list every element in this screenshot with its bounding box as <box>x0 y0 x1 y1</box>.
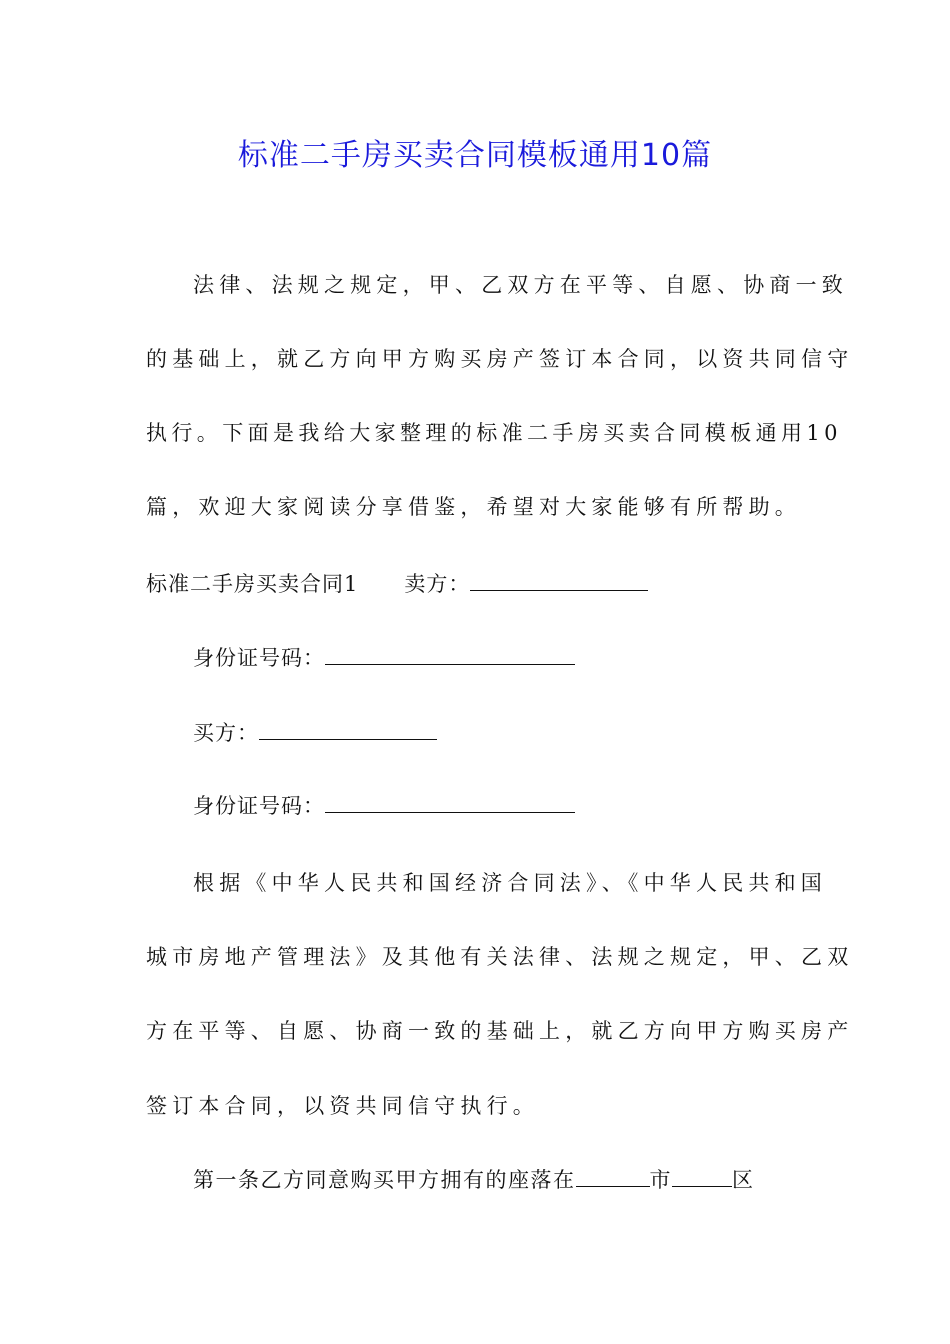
buyer-blank <box>259 719 437 740</box>
buyer-row <box>193 718 863 748</box>
seller-id-blank <box>325 644 575 665</box>
article-1-district: 区 <box>732 1168 755 1192</box>
article-1-city: 市 <box>649 1168 672 1192</box>
basis-line-1: 根据《中华人民共和国经济合同法》、《中华人民共和国 <box>193 871 827 895</box>
intro-line-3: 执行。下面是我给大家整理的标准二手房买卖合同模板通用10 <box>146 421 842 445</box>
buyer-id-blank <box>325 792 575 813</box>
intro-line-4: 篇，欢迎大家阅读分享借鉴，希望对大家能够有所帮助。 <box>146 495 801 519</box>
article-1-row <box>193 1165 863 1195</box>
buyer-label: 买方： <box>193 721 259 745</box>
contract-heading-row <box>146 569 816 599</box>
buyer-id-row <box>193 791 863 821</box>
seller-id-label: 身份证号码： <box>193 646 325 670</box>
district-blank <box>672 1166 732 1187</box>
contract-heading: 标准二手房买卖合同1 <box>146 572 359 596</box>
seller-blank <box>470 570 648 591</box>
article-1-prefix: 第一条乙方同意购买甲方拥有的座落在 <box>193 1168 576 1192</box>
document-title: 标准二手房买卖合同模板通用10篇 <box>237 138 713 173</box>
seller-label: 卖方： <box>404 572 471 596</box>
intro-line-2: 的基础上，就乙方向甲方购买房产签订本合同，以资共同信守 <box>146 347 854 371</box>
basis-line-3: 方在平等、自愿、协商一致的基础上，就乙方向甲方购买房产 <box>146 1019 854 1043</box>
city-blank <box>576 1166 650 1187</box>
intro-line-1: 法律、法规之规定，甲、乙双方在平等、自愿、协商一致 <box>193 273 848 297</box>
buyer-id-label: 身份证号码： <box>193 794 325 818</box>
basis-line-2: 城市房地产管理法》及其他有关法律、法规之规定，甲、乙双 <box>146 945 854 969</box>
seller-id-row <box>193 643 863 673</box>
basis-line-4: 签订本合同，以资共同信守执行。 <box>146 1094 539 1118</box>
